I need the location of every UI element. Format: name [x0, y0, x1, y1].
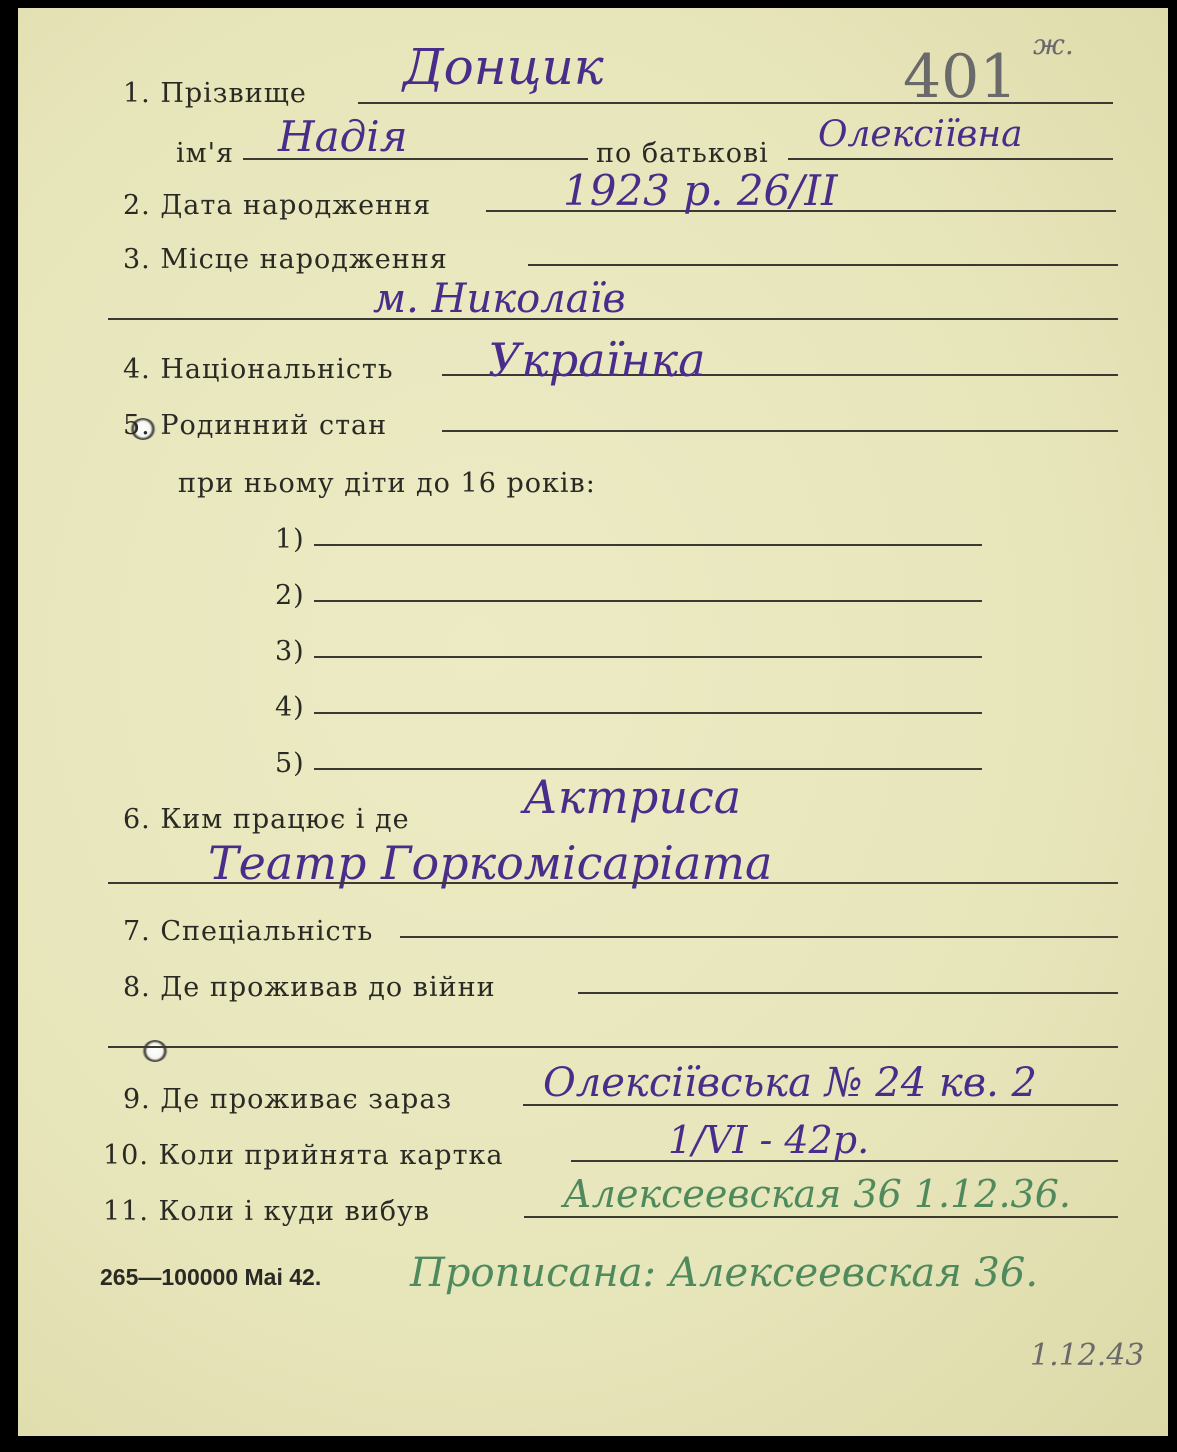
- departed-label: 11. Коли і куди вибув: [103, 1196, 431, 1227]
- specialty-line: [400, 936, 1118, 938]
- card-date-label: 10. Коли прийнята картка: [103, 1140, 504, 1171]
- surname-label: 1. Прізвище: [123, 78, 307, 109]
- birth-place-line-2: [108, 318, 1118, 320]
- current-address-label: 9. Де проживає зараз: [123, 1084, 453, 1115]
- prewar-address-line: [578, 992, 1118, 994]
- birth-place-label: 3. Місце народження: [123, 244, 448, 275]
- child-2-label: 2): [275, 580, 305, 611]
- current-address-value: Олексіївська № 24 кв. 2: [543, 1060, 1037, 1106]
- marital-status-label: 5. Родинний стан: [123, 410, 388, 441]
- patronymic-value: Олексіївна: [818, 114, 1023, 155]
- birth-date-value: 1923 р. 26/ІІ: [563, 166, 838, 215]
- child-4-line: [314, 712, 982, 714]
- child-1-label: 1): [275, 524, 305, 555]
- registration-card: [18, 8, 1168, 1436]
- nationality-value: Українка: [488, 333, 706, 387]
- child-2-line: [314, 600, 982, 602]
- occupation-value-2: Театр Горкомісаріата: [208, 836, 773, 890]
- registered-date: 1.12.43: [1030, 1338, 1145, 1373]
- punch-hole: [142, 1040, 168, 1062]
- departed-value: Алексеевская 36 1.12.36.: [563, 1172, 1071, 1216]
- prewar-address-label: 8. Де проживав до війни: [123, 972, 496, 1003]
- child-3-label: 3): [275, 636, 305, 667]
- surname-value: Донцик: [403, 38, 604, 96]
- departed-line: [524, 1216, 1118, 1218]
- occupation-label: 6. Ким працює і де: [123, 804, 410, 835]
- card-number-suffix: ж.: [1033, 28, 1074, 61]
- card-number: 401: [903, 42, 1018, 112]
- child-3-line: [314, 656, 982, 658]
- child-1-line: [314, 544, 982, 546]
- occupation-line-2: [108, 882, 1118, 884]
- children-label: при ньому діти до 16 років:: [178, 468, 596, 499]
- birth-date-label: 2. Дата народження: [123, 190, 432, 221]
- nationality-label: 4. Національність: [123, 354, 394, 385]
- patronymic-label: по батькові: [596, 138, 769, 169]
- first-name-label: ім'я: [176, 138, 235, 169]
- patronymic-line: [788, 158, 1113, 160]
- print-code: 265—100000 Mai 42.: [100, 1264, 322, 1290]
- child-4-label: 4): [275, 692, 305, 723]
- first-name-value: Надія: [278, 112, 408, 161]
- specialty-label: 7. Спеціальність: [123, 916, 374, 947]
- occupation-value-1: Актриса: [523, 770, 742, 824]
- marital-status-line: [442, 430, 1118, 432]
- registered-value: Прописана: Алексеевская 36.: [410, 1250, 1039, 1296]
- card-date-value: 1/VI - 42р.: [668, 1118, 870, 1162]
- birth-place-value: м. Николаїв: [373, 276, 626, 322]
- child-5-label: 5): [275, 748, 305, 779]
- prewar-address-line-2: [108, 1046, 1118, 1048]
- birth-place-line: [528, 264, 1118, 266]
